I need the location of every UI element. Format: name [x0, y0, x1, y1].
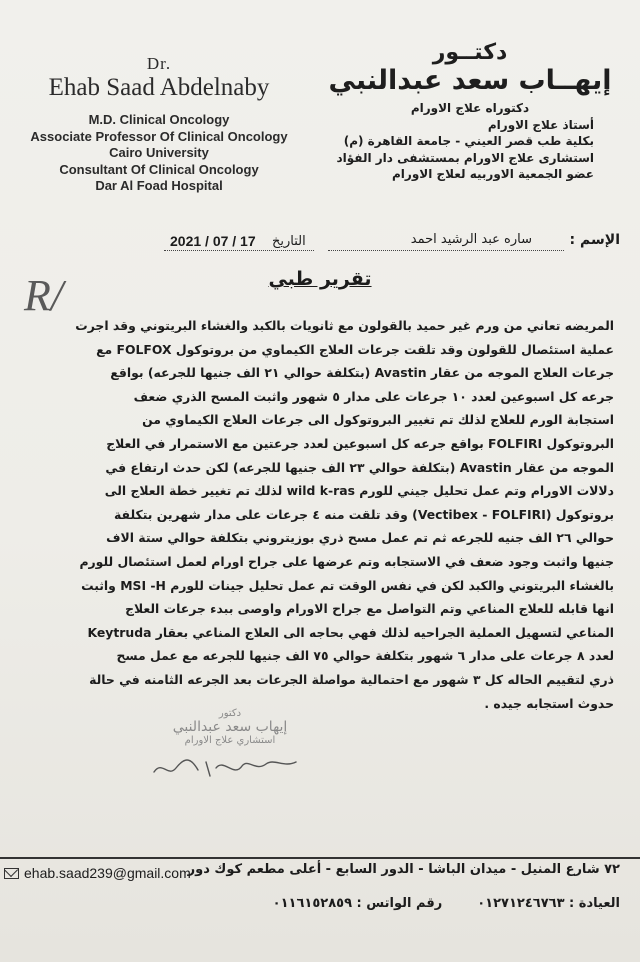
letterhead-english: [14, 54, 304, 195]
credential-line: Consultant Of Clinical Oncology: [59, 161, 259, 177]
stamp-line: دكتور: [218, 708, 242, 719]
report-line: بروتوكول (Vectibex - FOLFIRI) وقد تلقت منه ٤ جرعات على مدار شهرين بتكلفة: [114, 506, 614, 522]
footer-phones: [273, 896, 620, 911]
clinic-phone: العيادة : ٠١٢٧١٢٤٦٧٦٣: [477, 896, 620, 911]
credential-line: Dar Al Foad Hospital: [95, 178, 223, 193]
credential-line: Cairo University: [109, 145, 209, 160]
report-line: جنيها واثبت وجود ضعف في الاستجابه وتم عرضها على جراح اورام لعمل استئصال للورم: [79, 553, 614, 569]
credential-line-ar: بكلية طب قصر العيني - جامعة القاهرة (م): [343, 134, 594, 148]
report-line: المناعي لتسهيل العملية الجراحيه لذلك فهي بحاجه الى العلاج المناعي بعقار Keytruda: [87, 624, 614, 640]
credential-line-ar: عضو الجمعية الاوربيه لعلاج الاورام: [392, 167, 594, 181]
credential-line: Associate Professor Of Clinical Oncology: [30, 128, 288, 144]
report-line: استجابة الورم للعلاج لذلك تم تغيير البروتوكول الى جرعات العلاج الكيماوي من: [142, 412, 614, 428]
report-title: تقرير طبي: [268, 268, 372, 290]
report-line: دلالات الاورام وتم عمل تحليل جيني للورم wild k-ras لذلك تم تغيير خطة العلاج الى: [104, 483, 614, 499]
patient-meta-row: [60, 228, 620, 254]
credential-line-ar: أستاذ علاج الاورام: [487, 117, 594, 132]
report-line: جرعات العلاج الموجه من عقار Avastin (بتكلفة حوالي ٢١ الف جنيها للجرعه) بواقع: [110, 365, 614, 381]
report-line: لعدد ٨ جرعات على مدار ٦ شهور بتكلفة حوالي ٧٥ الف جنيها للجرعه مع عمل مسح: [116, 648, 614, 664]
report-line: انها قابله للعلاج المناعي وتم التواصل مع جراح الاورام واوصى ببدء جرعات العلاج: [125, 601, 614, 617]
report-line: جرعه كل اسبوعين لعدد ١٠ جرعات على مدار ٥ شهور واثبت المسح الذري ضعف: [133, 388, 614, 404]
report-line: الموجه من عقار Avastin (بتكلفة حوالي ٢٣ الف جنيها للجرعه) لكن حدث ارتفاع في: [105, 459, 614, 475]
report-line: المريضه تعاني من ورم غير حميد بالقولون مع ثانويات بالكبد والغشاء البريتوني وقد اجرت: [75, 318, 614, 333]
doctor-name-en: Ehab Saad Abdelnaby: [48, 74, 270, 101]
report-line: حدوث استجابه جيده .: [484, 695, 614, 711]
envelope-icon: [4, 868, 19, 879]
footer-address: ٧٢ شارع المنيل - ميدان الباشا - الدور السابع - أعلى مطعم كوك دور: [187, 862, 620, 877]
stamp-line: إيهاب سعد عبدالنبي: [172, 719, 288, 735]
date-value: 2021 / 07 / 17: [170, 233, 256, 249]
report-line: عملية استئصال للقولون وقد تلقت جرعات العلاج الكيماوي من بروتوكول FOLFOX مع: [96, 341, 614, 357]
email-text[interactable]: ehab.saad239@gmail.com: [24, 865, 191, 881]
report-line: البروتوكول FOLFIRI بواقع جرعه كل اسبوعين لعدد جرعتين مع الاستمرار في العلاج: [106, 435, 614, 451]
patient-name-label: الإسم :: [569, 232, 620, 248]
footer-email: [4, 865, 191, 881]
report-line: ذري لتقييم الحاله كل ٣ شهور مع احتمالية مواصلة الجرعات بعد الجرعه الثامنه في حالة: [89, 671, 614, 687]
title-dr-ar: دكتــور: [432, 40, 508, 65]
credential-line: M.D. Clinical Oncology: [88, 112, 230, 127]
rx-symbol: R/: [24, 271, 64, 320]
footer-divider: [0, 857, 640, 859]
credential-line-ar: استشارى علاج الاورام بمستشفى دار الفؤاد: [336, 150, 594, 165]
doctor-name-ar: إيهــاب سعد عبدالنبي: [328, 65, 612, 96]
date-dotted-line: [164, 250, 314, 251]
whatsapp-number: رقم الواتس : ٠١١٦١٥٢٨٥٩: [272, 896, 443, 911]
date-label: التاريخ: [272, 234, 306, 249]
name-dotted-line: [328, 250, 564, 251]
report-body: [66, 314, 614, 715]
stamp-line: استشاري علاج الاورام: [184, 735, 276, 746]
report-line: حوالي ٢٦ الف جنيه للجرعه ثم تم عمل مسح ذري بوزيتروني بتكلفة حوالي ستة الاف: [106, 530, 614, 546]
patient-name-value: ساره عبد الرشيد احمد: [410, 232, 532, 247]
credential-line-ar: دكتوراه علاج الاورام: [410, 101, 530, 115]
report-line: بالغشاء البريتوني والكبد لكن في نفس الوقت تم عمل تحليل جينات للورم MSI -H واثبت: [81, 577, 614, 593]
letterhead-arabic: [320, 40, 620, 183]
title-dr-en: Dr.: [146, 54, 172, 73]
handwritten-signature: [150, 742, 300, 784]
